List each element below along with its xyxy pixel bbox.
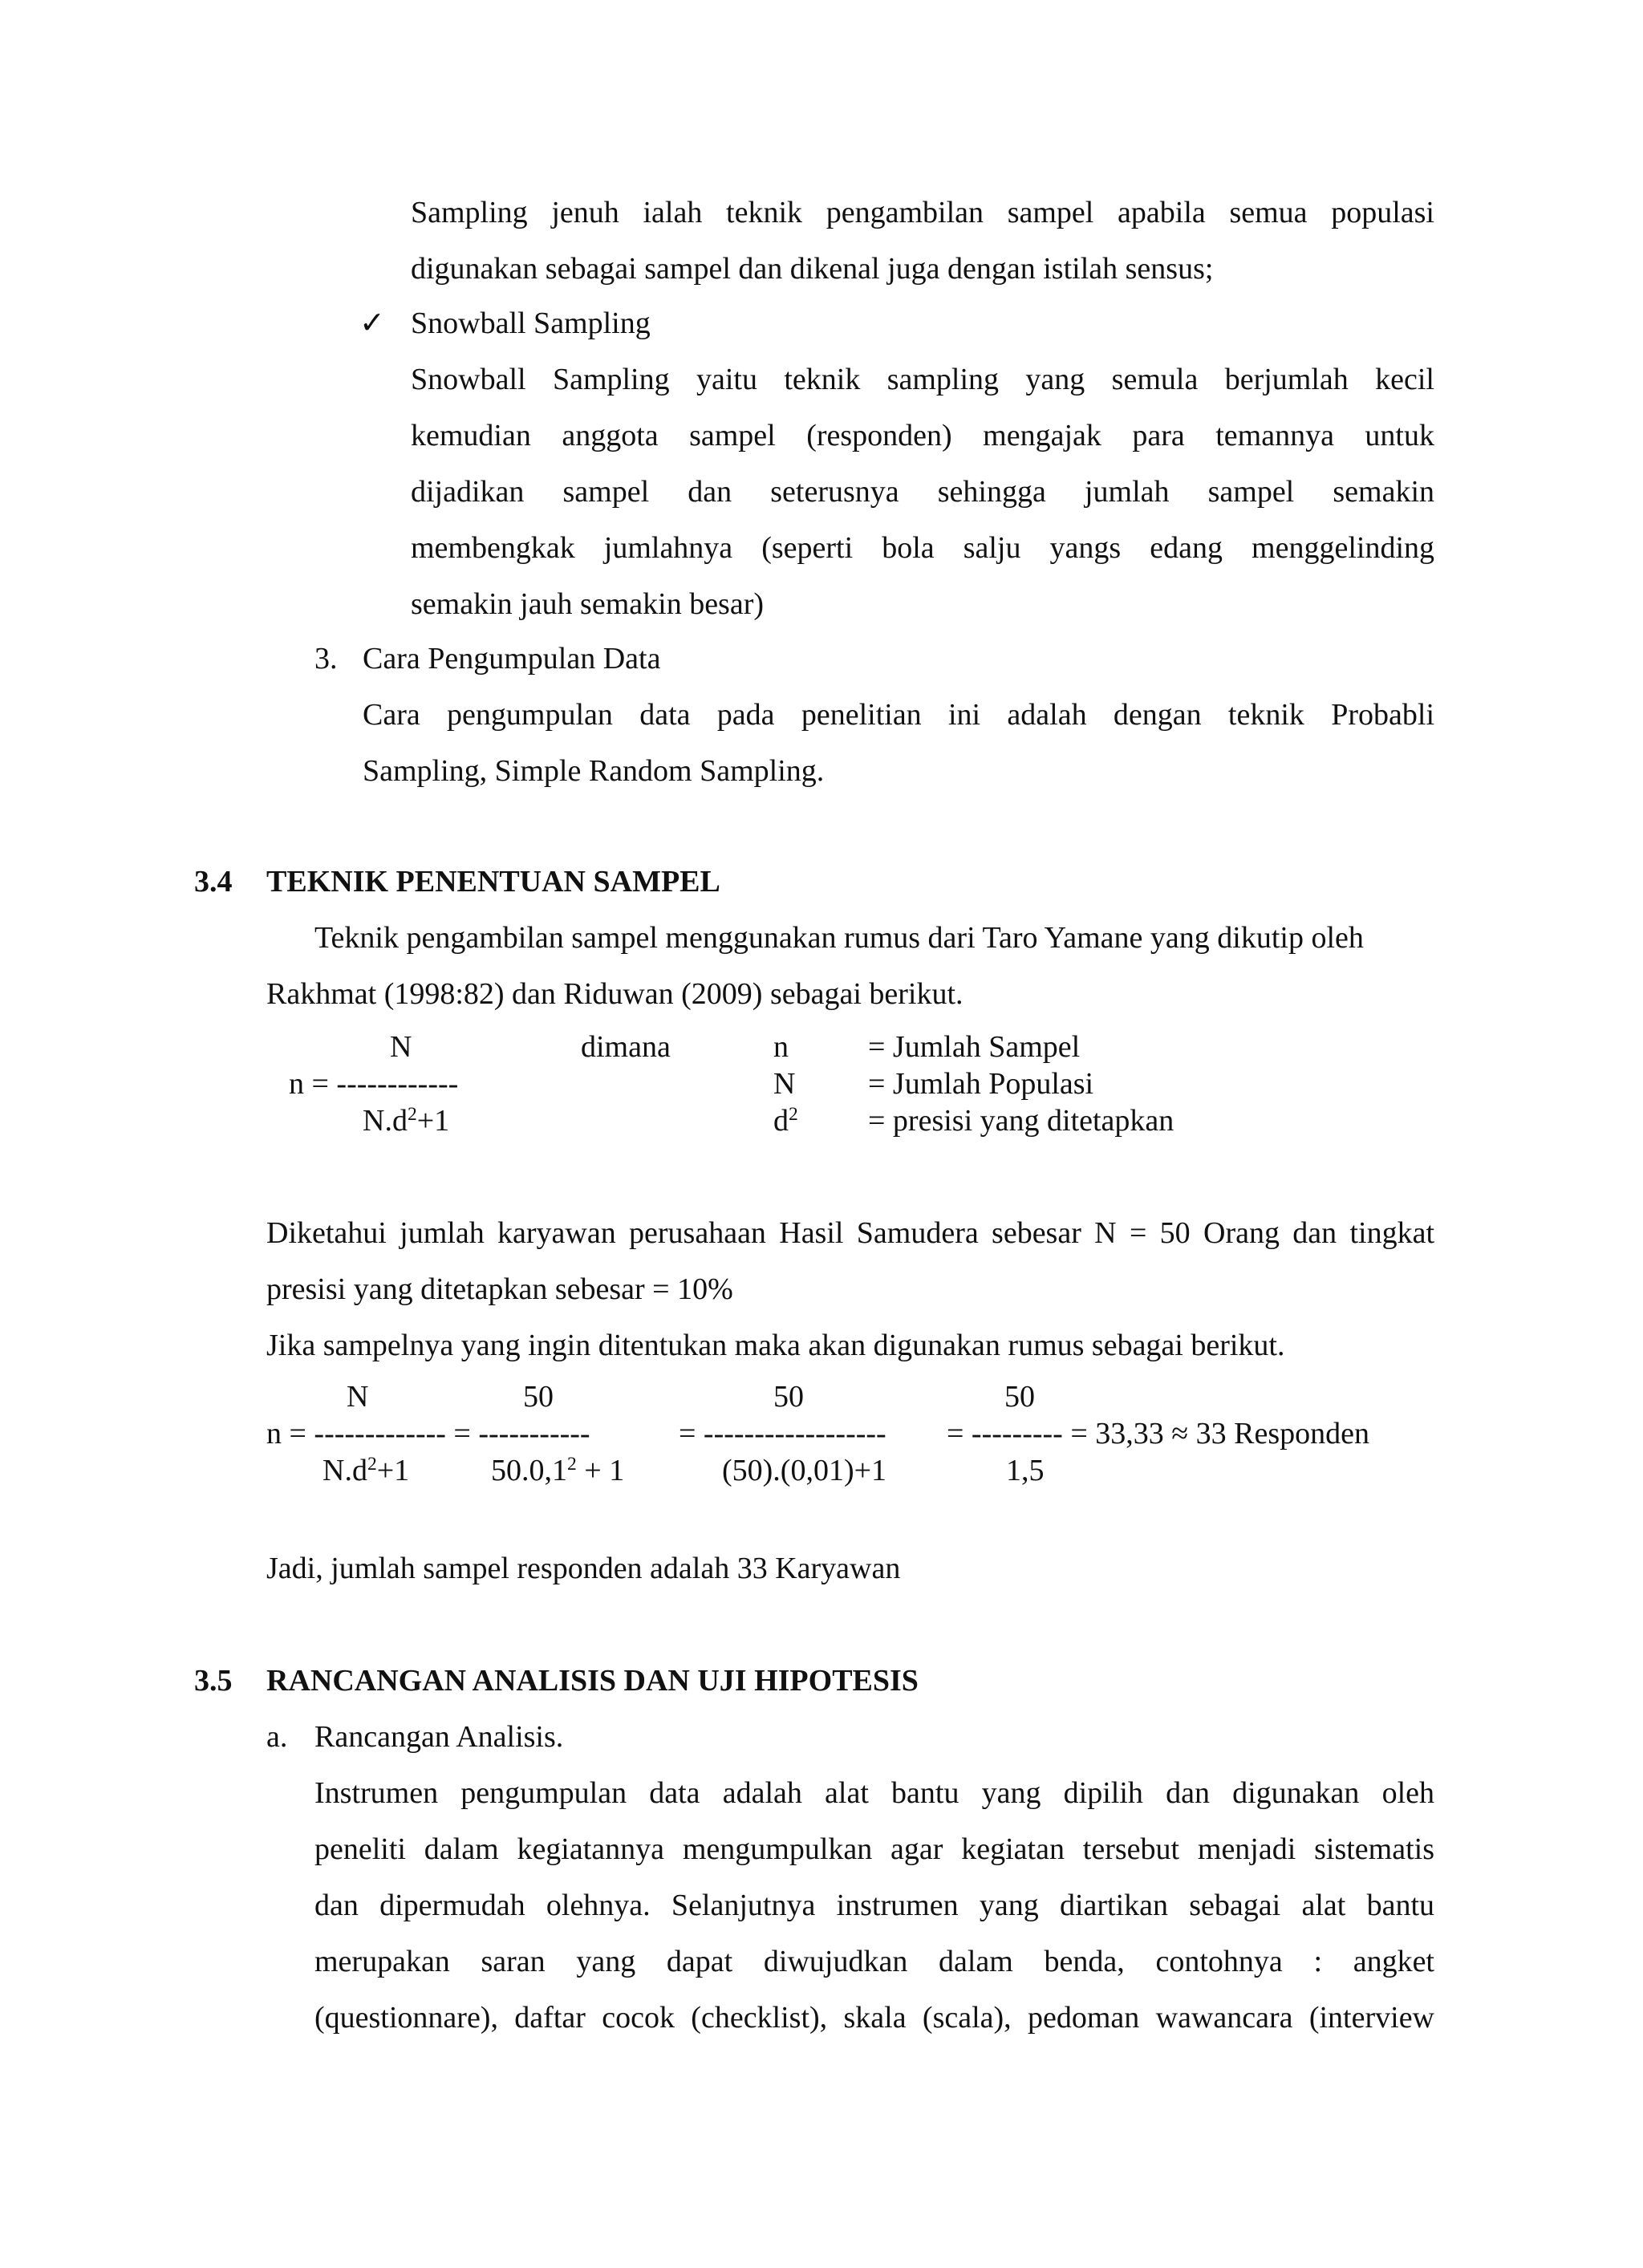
calc-mid-3: = --------- = 33,33 ≈ 33 Responden — [947, 1417, 1369, 1450]
item-3-title: Cara Pengumpulan Data — [363, 642, 661, 676]
calc-mid-2: = ------------------ — [679, 1417, 886, 1450]
calc-bot-3: (50).(0,01)+1 — [722, 1454, 887, 1487]
calc-bot-4: 1,5 — [1006, 1454, 1045, 1487]
sampling-jenuh-line-2: digunakan sebagai sampel dan dikenal juga dengan istilah sensus; — [411, 252, 1214, 286]
snowball-line-4: membengkak jumlahnya (seperti bola salju yangs edang menggelinding — [411, 531, 1434, 565]
def-desc-n: = Jumlah Sampel — [868, 1030, 1081, 1064]
formula-lhs: n = ------------ — [289, 1067, 459, 1101]
section-3-5-number: 3.5 — [194, 1664, 233, 1698]
calc-bot-1: $N.d^2+1$ — [323, 1454, 410, 1487]
snowball-line-5: semakin jauh semakin besar) — [411, 587, 765, 621]
calc-mid-1: n = ------------- = ----------- — [266, 1417, 590, 1450]
snowball-line-2: kemudian anggota sampel (responden) mengajak para temannya untuk — [411, 419, 1434, 452]
snowball-line-1: Snowball Sampling yaitu teknik sampling yang semula berjumlah kecil — [411, 363, 1434, 396]
analysis-line-2: peneliti dalam kegiatannya mengumpulkan agar kegiatan tersebut menjadi sistematis — [314, 1832, 1434, 1866]
item-3-line-2: Sampling, Simple Random Sampling. — [363, 754, 825, 788]
formula-denominator: $N.d^2+1$ — [363, 1104, 450, 1138]
conclusion: Jadi, jumlah sampel responden adalah 33 Karyawan — [266, 1552, 901, 1585]
sub-a-title: Rancangan Analisis. — [314, 1720, 564, 1754]
section-3-4-para-line-2: Rakhmat (1998:82) dan Riduwan (2009) sebagai berikut. — [266, 977, 963, 1011]
known-line-2: presisi yang ditetapkan sebesar = 10% — [266, 1272, 733, 1306]
section-3-4-para-line-1: Teknik pengambilan sampel menggunakan rumus dari Taro Yamane yang dikutip oleh — [314, 921, 1364, 955]
item-3-line-1: Cara pengumpulan data pada penelitian ini adalah dengan teknik Probabli — [363, 698, 1434, 732]
calc-top-2: 50 — [523, 1380, 554, 1414]
def-symbol-N: N — [773, 1067, 796, 1101]
analysis-line-3: dan dipermudah olehnya. Selanjutnya instrumen yang diartikan sebagai alat bantu — [314, 1889, 1434, 1922]
def-desc-N: = Jumlah Populasi — [868, 1067, 1094, 1101]
known-line-1: Diketahui jumlah karyawan perusahaan Hasil Samudera sebesar N = 50 Orang dan tingkat — [266, 1216, 1434, 1250]
calc-bot-2: $50.0,1^2 + 1$ — [491, 1454, 625, 1487]
section-3-5-heading: RANCANGAN ANALISIS DAN UJI HIPOTESIS — [266, 1664, 919, 1698]
section-3-4-number: 3.4 — [194, 865, 233, 899]
sub-a-letter: a. — [266, 1720, 288, 1754]
calc-top-3: 50 — [773, 1380, 804, 1414]
def-desc-d2: = presisi yang ditetapkan — [868, 1104, 1174, 1138]
snowball-title: Snowball Sampling — [411, 306, 651, 340]
known-line-3: Jika sampelnya yang ingin ditentukan maka akan digunakan rumus sebagai berikut. — [266, 1329, 1285, 1362]
formula-numerator: N — [390, 1030, 412, 1064]
def-symbol-d2: $d^2$ — [773, 1104, 798, 1138]
section-3-4-heading: TEKNIK PENENTUAN SAMPEL — [266, 865, 720, 899]
formula-dimana: dimana — [581, 1030, 671, 1064]
analysis-line-4: merupakan saran yang dapat diwujudkan dalam benda, contohnya : angket — [314, 1945, 1434, 1978]
check-icon: ✓ — [359, 306, 385, 340]
calc-top-1: N — [347, 1380, 369, 1414]
snowball-line-3: dijadikan sampel dan seterusnya sehingga jumlah sampel semakin — [411, 475, 1434, 509]
calc-top-4: 50 — [1004, 1380, 1035, 1414]
sampling-jenuh-line-1: Sampling jenuh ialah teknik pengambilan sampel apabila semua populasi — [411, 196, 1434, 229]
analysis-line-1: Instrumen pengumpulan data adalah alat bantu yang dipilih dan digunakan oleh — [314, 1776, 1434, 1810]
item-3-number: 3. — [314, 642, 338, 676]
def-symbol-n: n — [773, 1030, 789, 1064]
analysis-line-5: (questionnare), daftar cocok (checklist), skala (scala), pedoman wawancara (interview — [314, 2001, 1434, 2035]
